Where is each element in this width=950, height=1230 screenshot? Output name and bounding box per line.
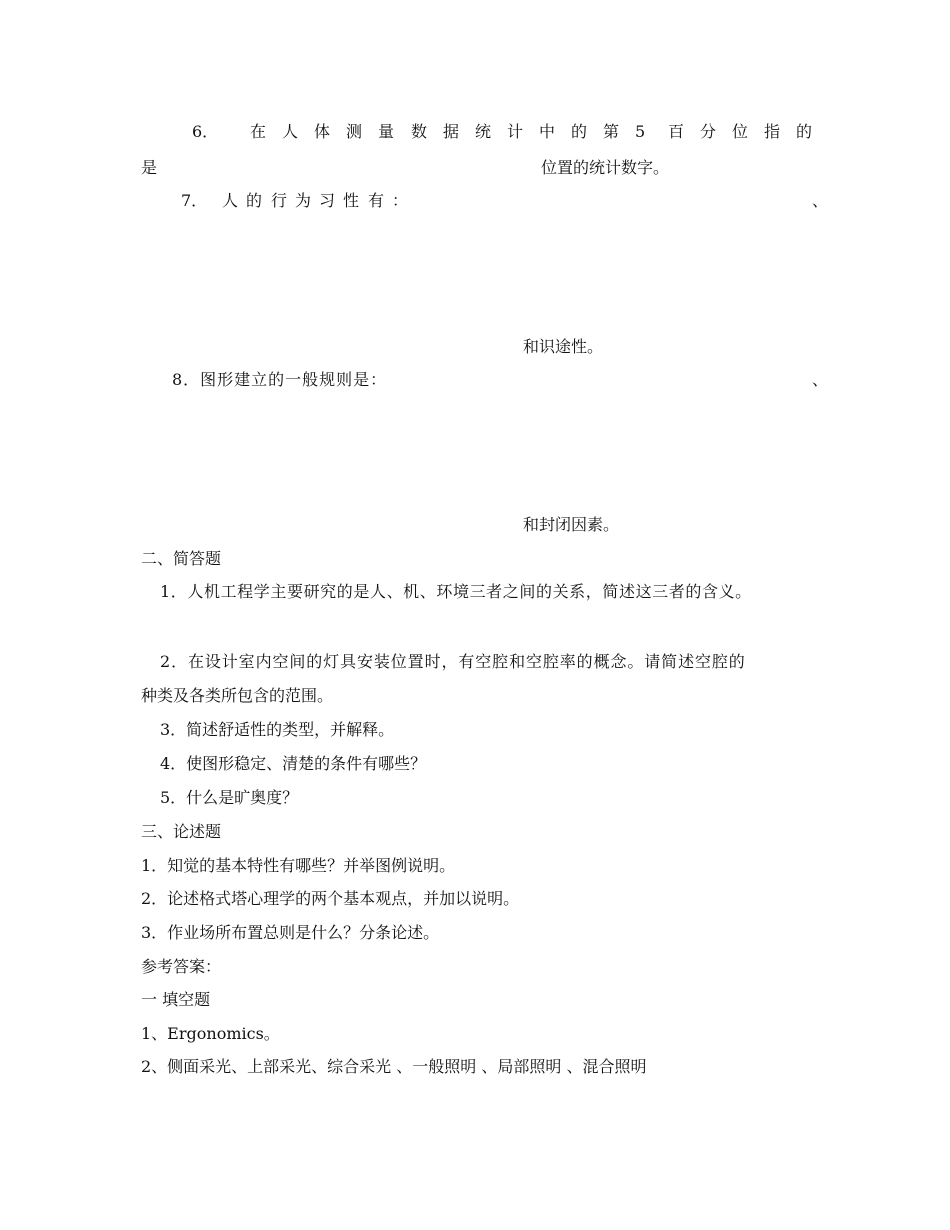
section2-q2-line2: 种类及各类所包含的范围。 [141,686,334,705]
q7-char: 人 [222,191,239,210]
q7-char: 有 [368,191,385,210]
q6-char: 的 [571,122,588,141]
q6-char: 位 [732,122,749,141]
answers-sub-heading: 一 填空题 [141,990,211,1009]
section2-q4: 4．使图形稳定、清楚的条件有哪些？ [160,754,427,773]
q8-separator: 、 [812,370,829,389]
q7-char: 行 [271,191,288,210]
section2-q1: 1．人机工程学主要研究的是人、机、环境三者之间的关系，简述这三者的含义。 [160,582,752,601]
q7-separator: 、 [812,191,829,210]
q7-char: ： [392,191,409,210]
section2-q2-line1: 2．在设计室内空间的灯具安装位置时，有空腔和空腔率的概念。请简述空腔的 [160,652,746,671]
answers-heading: 参考答案： [141,957,222,976]
q6-char: 的 [796,122,813,141]
q6-line2-end: 位置的统计数字。 [541,158,670,177]
q6-char: 百 [668,122,685,141]
section2-q3: 3．简述舒适性的类型，并解释。 [160,720,395,739]
answer-2: 2、侧面采光、上部采光、综合采光 、一般照明 、局部照明 、混合照明 [141,1057,647,1076]
q6-char: 统 [475,122,492,141]
q6-char: 据 [443,122,460,141]
q6-number: 6． [192,122,219,141]
q7-char: 为 [295,191,312,210]
q6-char: 测 [346,122,363,141]
q7-char: 的 [246,191,263,210]
q7-char: 性 [343,191,360,210]
q6-char: 计 [507,122,524,141]
q6-char: 第 [603,122,620,141]
section3-q3: 3．作业场所布置总则是什么？分条论述。 [141,923,440,942]
answer-1: 1、Ergonomics。 [141,1024,280,1043]
q7-char: 习 [319,191,336,210]
section3-q1: 1．知觉的基本特性有哪些？并举图例说明。 [141,856,456,875]
q6-char: 体 [314,122,331,141]
q8-ending: 和封闭因素。 [523,515,620,534]
q6-char: 量 [378,122,395,141]
q7-number: 7． [181,191,208,210]
q6-char: 人 [282,122,299,141]
q6-char: 指 [764,122,781,141]
q6-char: 数 [411,122,428,141]
section3-q2: 2．论述格式塔心理学的两个基本观点，并加以说明。 [141,889,520,908]
q6-spaced-text [250,122,812,142]
q6-char: 5 [635,122,646,141]
q8-label: 8．图形建立的一般规则是： [172,370,388,389]
section2-q5: 5．什么是旷奥度？ [160,788,299,807]
section3-heading: 三、论述题 [141,822,222,841]
q6-line2-start: 是 [141,158,158,177]
q7-spaced-text [222,191,408,211]
section2-heading: 二、简答题 [141,549,222,568]
q6-char: 中 [539,122,556,141]
q6-char: 在 [250,122,267,141]
q6-char: 分 [700,122,717,141]
q7-ending: 和识途性。 [523,337,604,356]
